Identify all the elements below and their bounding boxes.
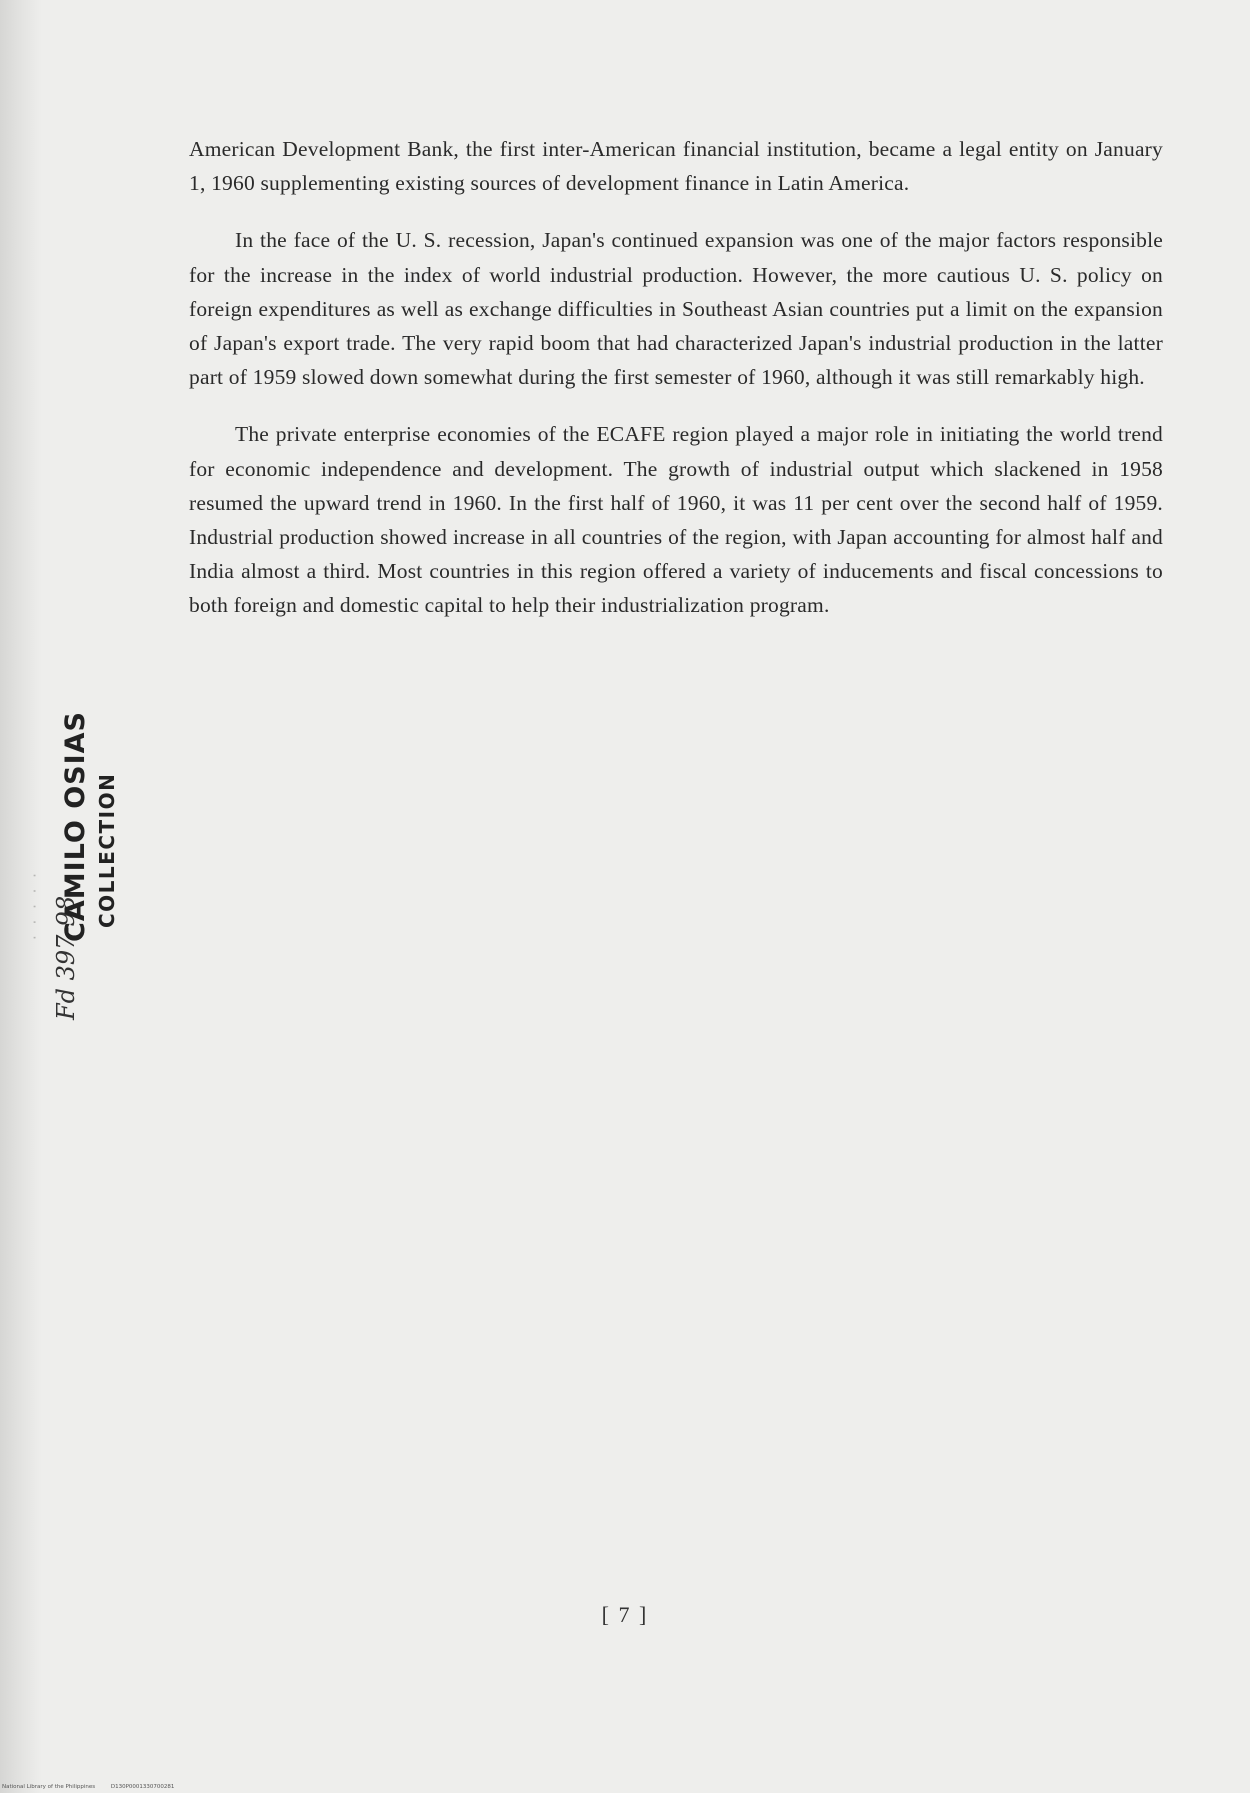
page-number: [ 7 ] [601, 1602, 649, 1627]
stamp-handwritten-call-number: Fd 397-98 [52, 895, 80, 1020]
scan-footer [2, 1784, 188, 1790]
body-text [189, 132, 1163, 646]
paragraph-1: American Development Bank, the first inter-American financial institution, became a legal entity on January 1, 1960 supplementing existing sources of development finance in Latin America. [189, 137, 1163, 196]
stamp-collection-label: COLLECTION [95, 772, 119, 928]
stamp-faint-mark: · · · · · [26, 870, 44, 940]
paragraph-3: The private enterprise economies of the ECAFE region played a major role in initiating the world trend for economic independence and development. The growth of industrial output which slackened in 1958 resumed the upward trend in 1960. In the first half of 1960, it was 11 per cent over the second half of 1959. Industrial production showed increase in all countries of the region, with Japan accounting for almost half and India almost a third. Most countries in this region offered a variety of inducements and fiscal concessions to both foreign and domestic capital to help their industrialization program. [189, 422, 1163, 618]
paragraph-2: In the face of the U. S. recession, Japan's continued expansion was one of the major factors responsible for the increase in the index of world industrial production. However, the more cautious U. S. policy on foreign expenditures as well as exchange difficulties in Southeast Asian countries put a limit on the expansion of Japan's export trade. The very rapid boom that had characterized Japan's industrial production in the latter part of 1959 slowed down somewhat during the first semester of 1960, although it was still remarkably high. [189, 228, 1163, 390]
collection-stamp [26, 690, 142, 1020]
stamp-collection-name: CAMILO OSIAS [60, 710, 91, 942]
footer-code: D130P0001330700281 [110, 1784, 175, 1790]
footer-library: National Library of the Philippines [2, 1784, 96, 1790]
